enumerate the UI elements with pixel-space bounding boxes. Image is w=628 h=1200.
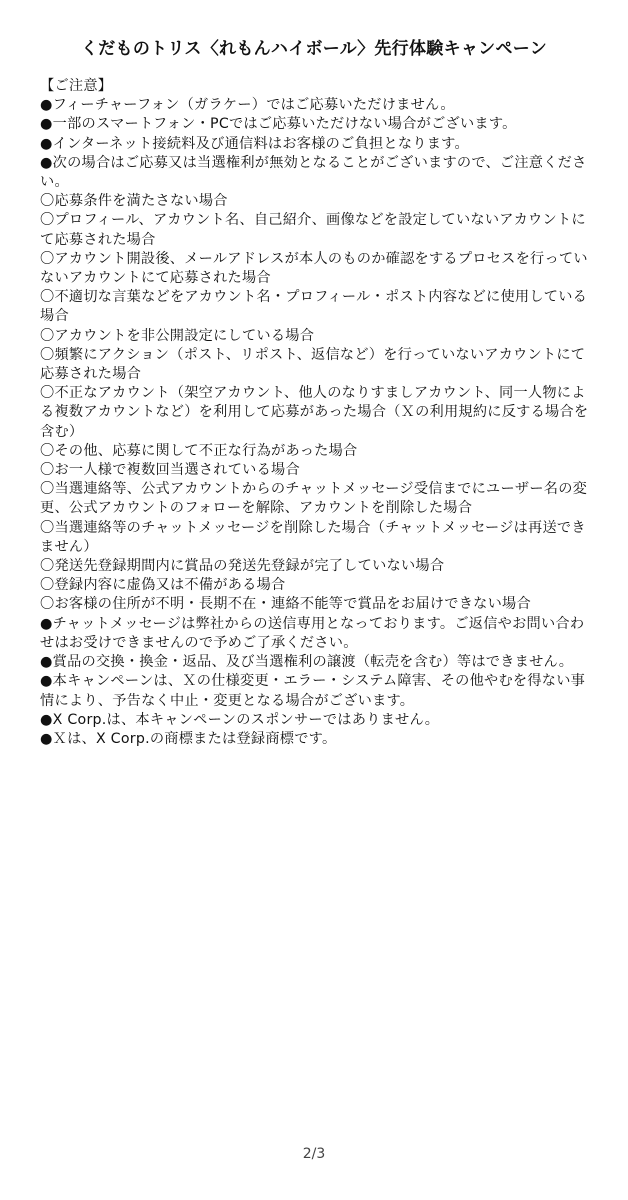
note-item: ●フィーチャーフォン（ガラケー）ではご応募いただけません。	[40, 97, 455, 114]
note-item: ●一部のスマートフォン・PCではご応募いただけない場合がございます。	[40, 116, 517, 133]
note-item: ●チャットメッセージは弊社からの送信専用となっております。ご返信やお問い合わせはお受けできませんので予めご了承ください。	[40, 615, 585, 651]
condition-item: 〇頻繁にアクション（ポスト、リポスト、返信など）を行っていないアカウントにて応募された場合	[40, 346, 586, 383]
condition-item: 〇登録内容に虚偽又は不備がある場合	[40, 577, 286, 594]
note-item: ●賞品の交換・換金・返品、及び当選権利の譲渡（転売を含む）等はできません。	[40, 654, 574, 671]
condition-item: 〇お一人様で複数回当選されている場合	[40, 462, 300, 479]
condition-item: 〇不適切な言葉などをアカウント名・プロフィール・ポスト内容などに使用している場合	[40, 289, 588, 325]
note-item: ●Ｘは、X Corp.の商標または登録商標です。	[40, 730, 337, 747]
condition-item: 〇当選連絡等、公式アカウントからのチャットメッセージ受信までにユーザー名の変更、公式アカウントのフォローを解除、アカウントを削除した場合	[40, 481, 588, 517]
condition-item: 〇その他、応募に関して不正な行為があった場合	[40, 442, 358, 459]
condition-item: 〇不正なアカウント（架空アカウント、他人のなりすましアカウント、同一人物による複数アカウントなど）を利用して応募があった場合（Ｘの利用規約に反する場合を含む）	[40, 385, 589, 440]
note-item: ●本キャンペーンは、Ｘの仕様変更・エラー・システム障害、その他やむを得ない事情により、予告なく中止・変更となる場合がございます。	[40, 673, 586, 709]
condition-item: 〇発送先登録期間内に賞品の発送先登録が完了していない場合	[40, 558, 445, 575]
condition-item: 〇お客様の住所が不明・長期不在・連絡不能等で賞品をお届けできない場合	[40, 596, 531, 613]
document-title: くだものトリス〈れもんハイボール〉先行体験キャンペーン	[80, 39, 548, 59]
condition-item: 〇アカウントを非公開設定にしている場合	[40, 327, 315, 344]
condition-item: 〇アカウント開設後、メールアドレスが本人のものか確認をするプロセスを行っていないアカウントにて応募された場合	[40, 250, 588, 287]
notes-heading: 【ご注意】	[40, 78, 113, 94]
note-item: ●インターネット接続料及び通信料はお客様のご負担となります。	[40, 135, 469, 152]
note-item: ●次の場合はご応募又は当選権利が無効となることがございますので、ご注意ください。	[40, 154, 587, 191]
condition-item: 〇応募条件を満たさない場合	[40, 193, 228, 210]
page-number: 2/3	[302, 1146, 326, 1162]
condition-item: 〇当選連絡等のチャットメッセージを削除した場合（チャットメッセージは再送できません）	[40, 519, 586, 555]
note-item: ●X Corp.は、本キャンペーンのスポンサーではありません。	[40, 711, 440, 728]
condition-item: 〇プロフィール、アカウント名、自己紹介、画像などを設定していないアカウントにて応募された場合	[40, 212, 586, 248]
notes-section	[40, 77, 591, 749]
